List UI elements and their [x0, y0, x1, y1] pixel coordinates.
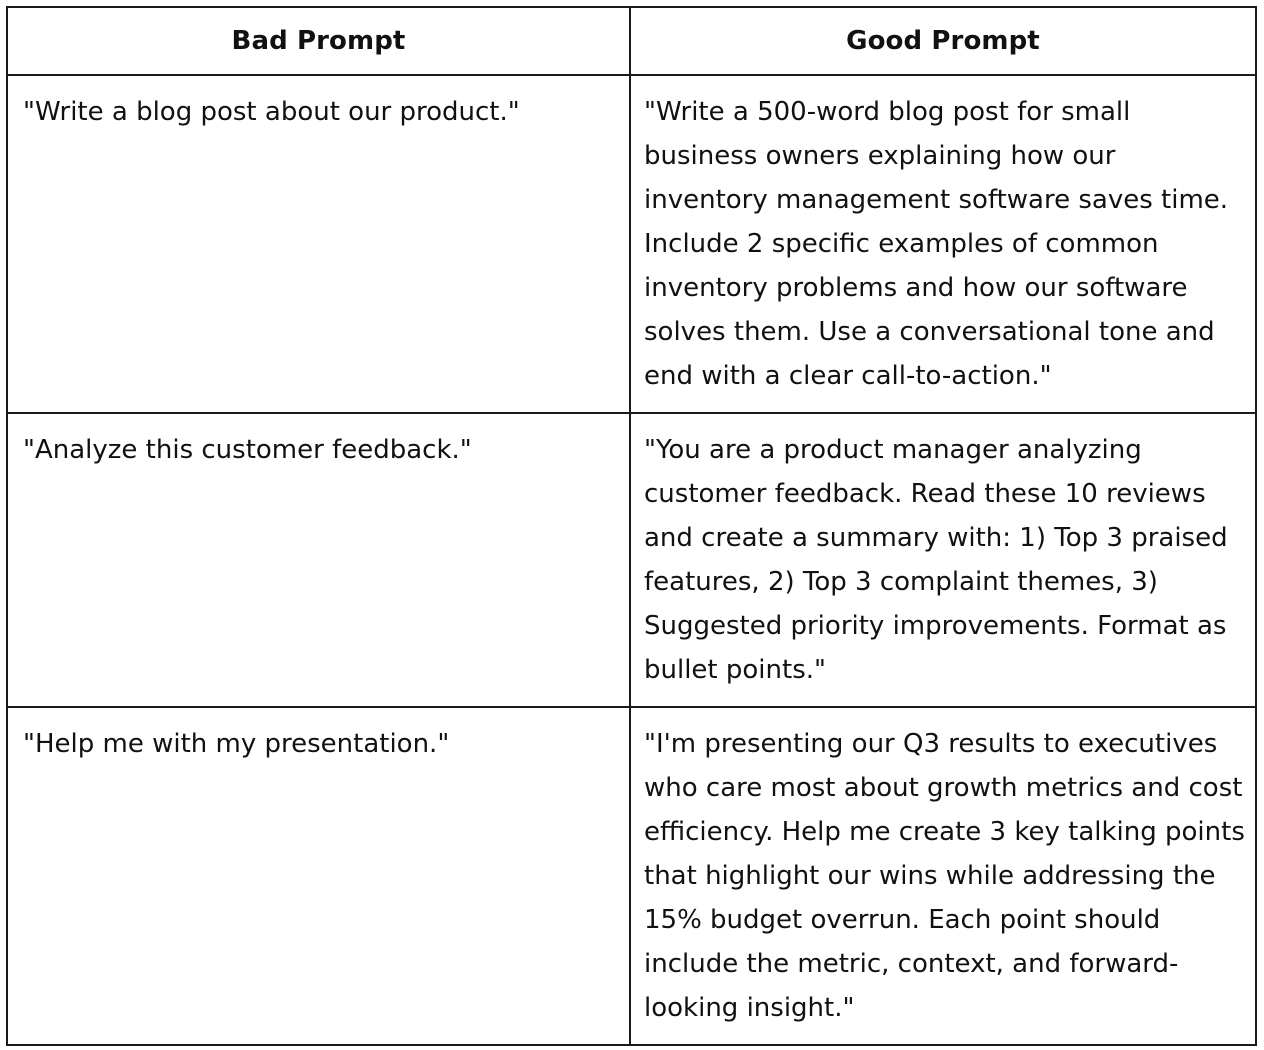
- good-prompt-cell: "You are a product manager analyzing customer feedback. Read these 10 reviews and create a summary with: 1) Top 3 praised features, 2) Top 3 complaint themes, 3) Suggested priority improvements. Format as bullet points.": [630, 413, 1256, 707]
- bad-prompt-cell: "Write a blog post about our product.": [7, 75, 630, 413]
- table-row: [7, 707, 1256, 1045]
- good-prompt-cell: "I'm presenting our Q3 results to executives who care most about growth metrics and cost efficiency. Help me create 3 key talking points that highlight our wins while addressing the 15% budget overrun. Each point should include the metric, context, and forward-looking insight.": [630, 707, 1256, 1045]
- header-row: [7, 7, 1256, 75]
- header-good-prompt: Good Prompt: [630, 7, 1256, 75]
- table-row: [7, 75, 1256, 413]
- table-header: [7, 7, 1256, 75]
- table-row: [7, 413, 1256, 707]
- table-body: [7, 75, 1256, 1045]
- good-prompt-cell: "Write a 500-word blog post for small business owners explaining how our inventory management software saves time. Include 2 specific examples of common inventory problems and how our software solves them. Use a conversational tone and end with a clear call-to-action.": [630, 75, 1256, 413]
- bad-prompt-cell: "Analyze this customer feedback.": [7, 413, 630, 707]
- bad-prompt-cell: "Help me with my presentation.": [7, 707, 630, 1045]
- prompt-comparison-table: [6, 6, 1257, 1046]
- header-bad-prompt: Bad Prompt: [7, 7, 630, 75]
